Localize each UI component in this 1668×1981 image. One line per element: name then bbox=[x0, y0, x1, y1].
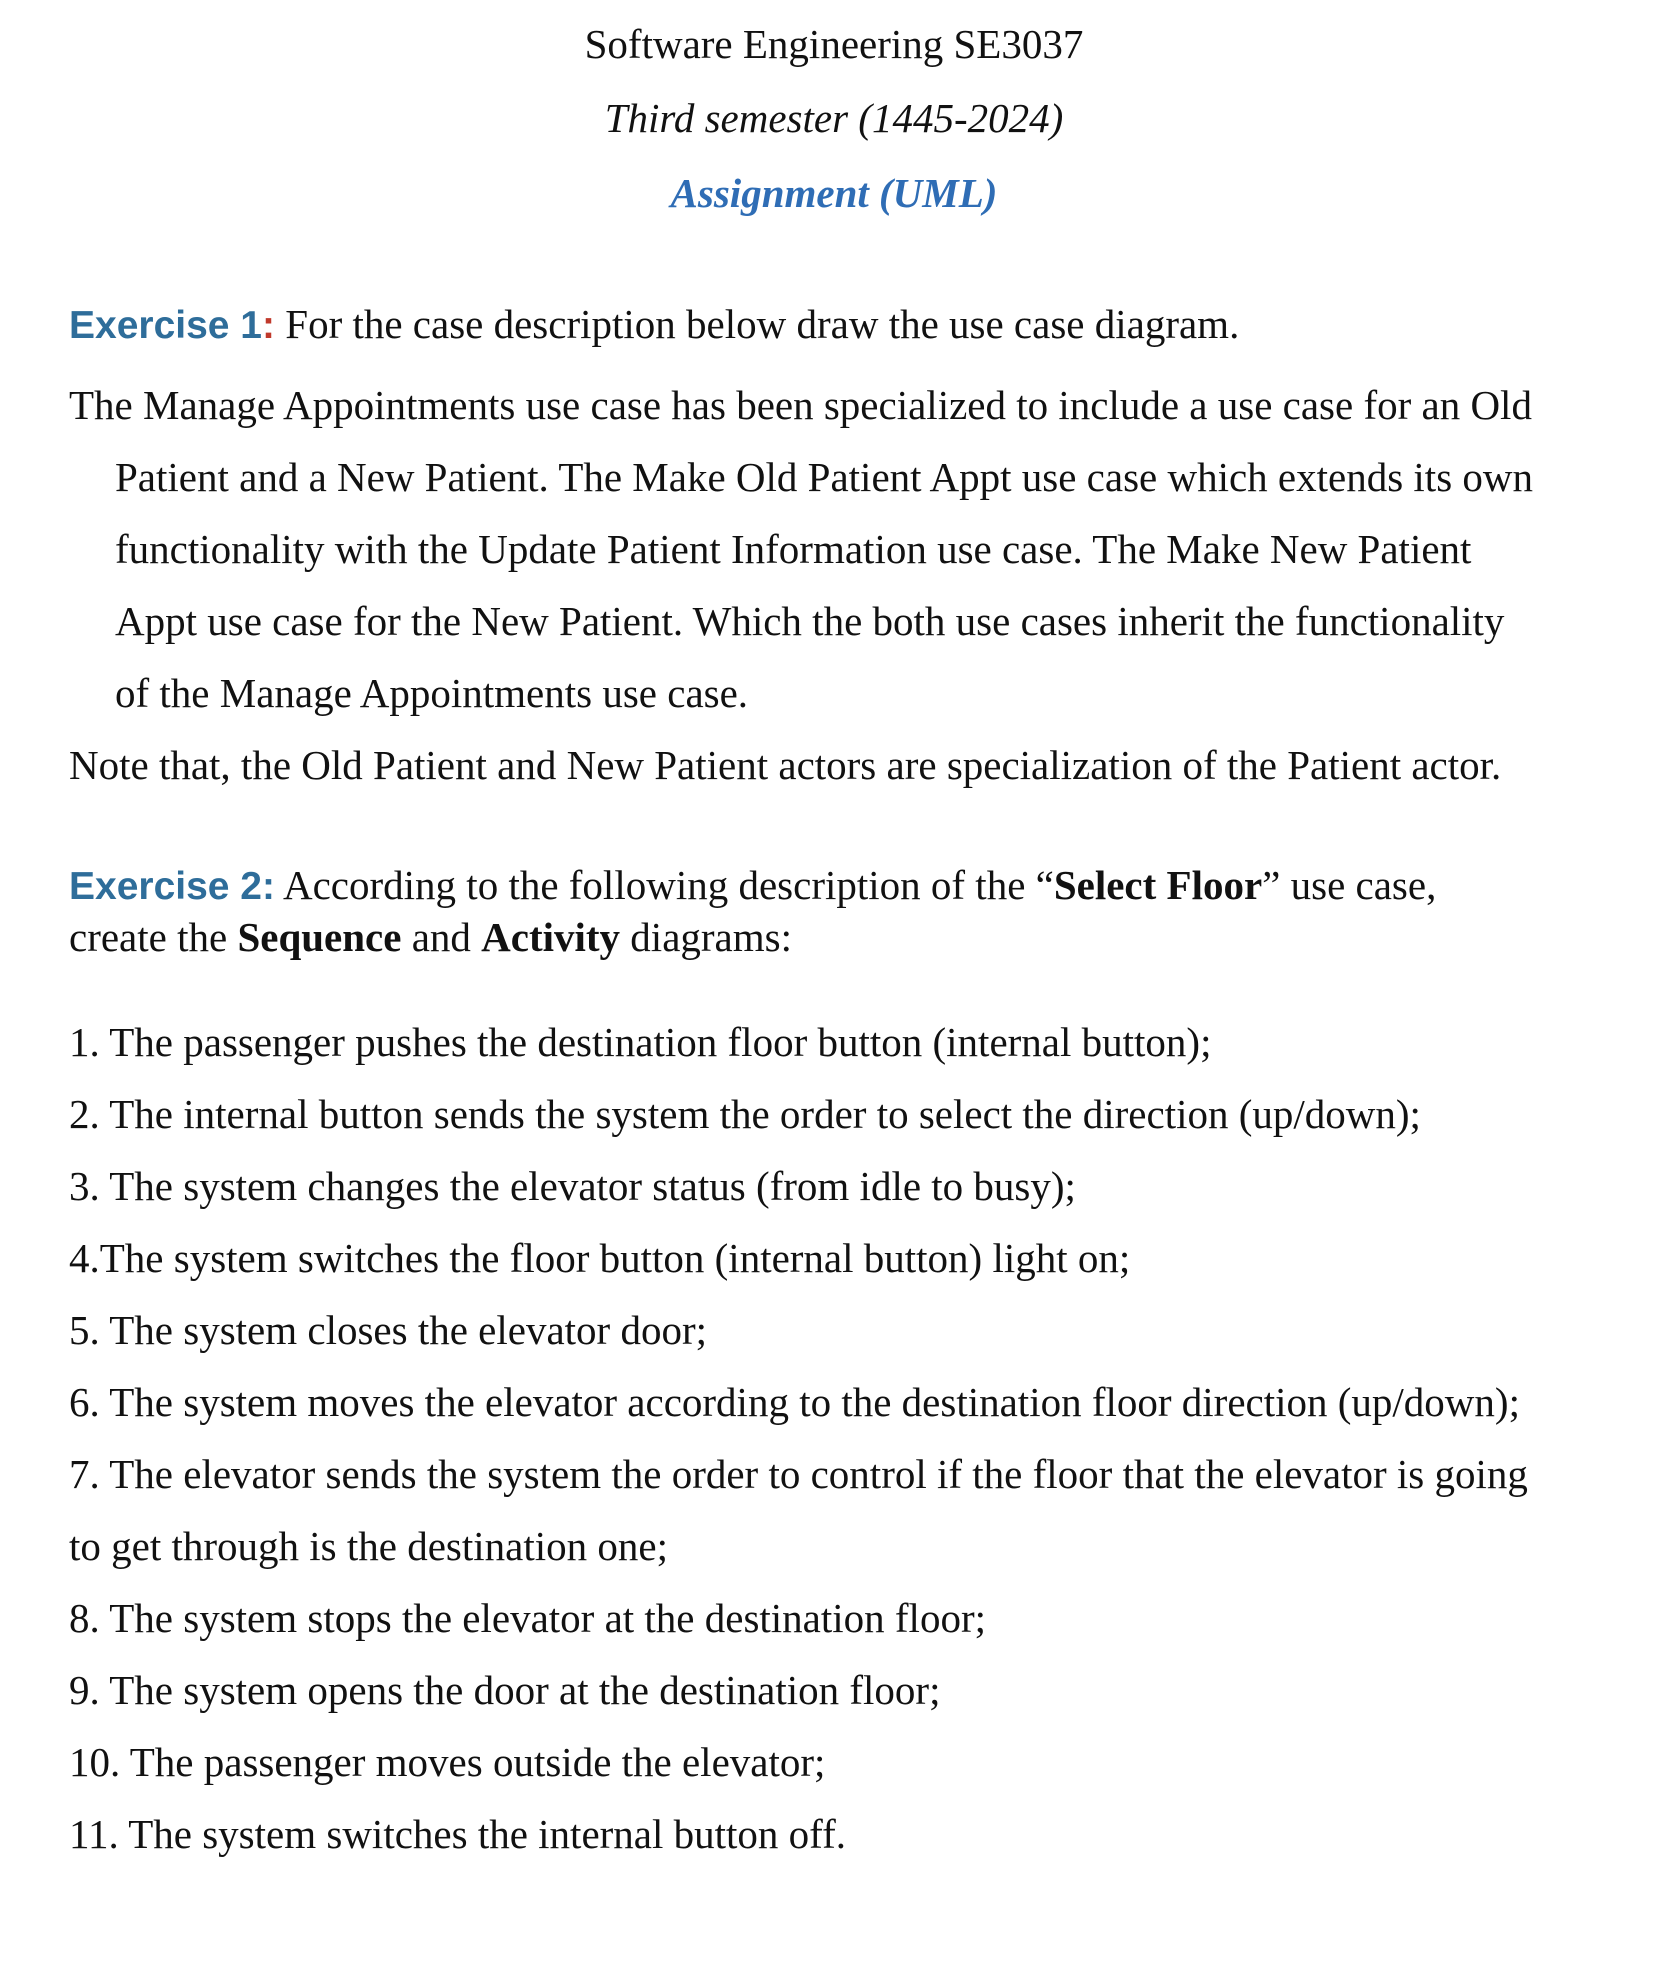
sequence-keyword: Sequence bbox=[237, 914, 402, 960]
exercise1-paragraph-line: Appt use case for the New Patient. Which the both use cases inherit the functionality bbox=[115, 598, 1505, 644]
use-case-name: Select Floor bbox=[1053, 862, 1263, 908]
exercise1-note: Note that, the Old Patient and New Patient actors are specialization of the Patient actor. bbox=[69, 742, 1502, 788]
exercise1-paragraph-line: Patient and a New Patient. The Make Old Patient Appt use case which extends its own bbox=[115, 454, 1534, 500]
exercise1-paragraph-line: functionality with the Update Patient Information use case. The Make New Patient bbox=[115, 526, 1472, 572]
step-item-continuation: to get through is the destination one; bbox=[69, 1523, 668, 1569]
step-item: 3. The system changes the elevator status (from idle to busy); bbox=[69, 1163, 1076, 1209]
step-item: 5. The system closes the elevator door; bbox=[69, 1307, 708, 1353]
exercise1-label: Exercise 1 bbox=[69, 304, 263, 347]
step-item: 8. The system stops the elevator at the destination floor; bbox=[69, 1595, 986, 1641]
exercise2-intro-text-end: ” use case, bbox=[1262, 862, 1437, 908]
exercise1-instruction: For the case description below draw the use case diagram. bbox=[275, 301, 1240, 347]
semester-label: Third semester (1445-2024) bbox=[604, 95, 1064, 141]
exercise2-heading-line2 bbox=[69, 914, 792, 960]
exercise1-colon: : bbox=[262, 304, 276, 347]
step-item: 7. The elevator sends the system the order to control if the floor that the elevator is going bbox=[69, 1451, 1528, 1497]
exercise2-text: create the bbox=[69, 914, 238, 960]
exercise1-paragraph-line: of the Manage Appointments use case. bbox=[115, 670, 749, 716]
course-title: Software Engineering SE3037 bbox=[584, 21, 1084, 67]
exercise2-intro-text: According to the following description of the “ bbox=[275, 862, 1054, 908]
activity-keyword: Activity bbox=[481, 914, 621, 960]
step-item: 1. The passenger pushes the destination floor button (internal button); bbox=[69, 1019, 1212, 1065]
step-item: 10. The passenger moves outside the elevator; bbox=[69, 1739, 826, 1785]
exercise2-heading bbox=[69, 862, 1437, 908]
exercise2-text: and bbox=[401, 914, 482, 960]
exercise1-paragraph-line: The Manage Appointments use case has been specialized to include a use case for an Old bbox=[69, 382, 1532, 428]
exercise2-text: diagrams: bbox=[620, 914, 792, 960]
step-item: 4.The system switches the floor button (internal button) light on; bbox=[69, 1235, 1131, 1281]
exercise1-heading bbox=[69, 301, 1240, 347]
exercise2-label: Exercise 2 bbox=[69, 865, 263, 908]
step-item: 6. The system moves the elevator according to the destination floor direction (up/down); bbox=[69, 1379, 1520, 1425]
step-item: 2. The internal button sends the system the order to select the direction (up/down); bbox=[69, 1091, 1421, 1137]
assignment-title: Assignment (UML) bbox=[670, 170, 998, 216]
exercise2-colon: : bbox=[262, 865, 276, 908]
step-item: 11. The system switches the internal button off. bbox=[69, 1811, 846, 1857]
step-item: 9. The system opens the door at the destination floor; bbox=[69, 1667, 941, 1713]
